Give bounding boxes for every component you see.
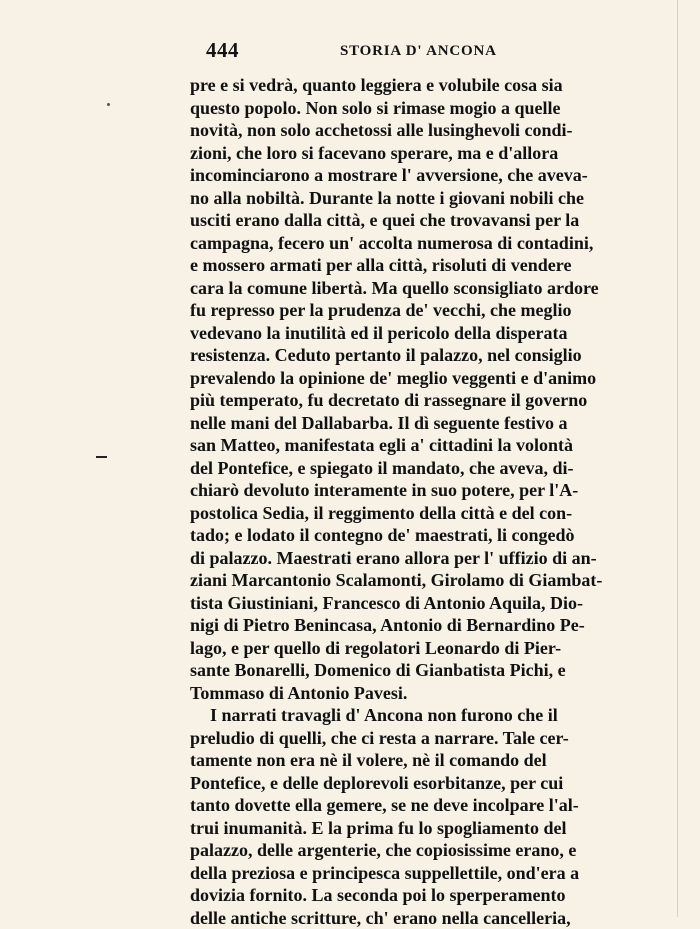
text-line: vedevano la inutilità ed il pericolo della disperata [190,322,658,345]
text-line: dovizia fornito. La seconda poi lo sperperamento [190,884,658,907]
text-line: preludio di quelli, che ci resta a narrare. Tale cer- [190,727,658,750]
text-line: usciti erano dalla città, e quei che trovavansi per la [190,209,658,232]
text-line: cara la comune libertà. Ma quello sconsigliato ardore [190,277,658,300]
text-line: delle antiche scritture, ch' erano nella cancelleria, [190,907,658,929]
page-edge-shadow [677,0,678,917]
text-line: Pontefice, e delle deplorevoli esorbitanze, per cui [190,772,658,795]
text-line: postolica Sedia, il reggimento della città e del con- [190,502,658,525]
text-line: san Matteo, manifestata egli a' cittadini la volontà [190,434,658,457]
page-header [190,38,658,66]
page-number: 444 [206,38,239,63]
page-body-text [190,74,658,929]
text-line: sante Bonarelli, Domenico di Gianbatista Pichi, e [190,659,658,682]
text-line: tanto dovette ella gemere, se ne deve incolpare l'al- [190,794,658,817]
text-line: Tommaso di Antonio Pavesi. [190,682,658,705]
text-line: ziani Marcantonio Scalamonti, Girolamo di Giambat- [190,569,658,592]
margin-dash-mark [96,456,107,458]
text-line: tado; e lodato il contegno de' maestrati, li congedò [190,524,658,547]
text-line: più temperato, fu decretato di rassegnare il governo [190,389,658,412]
text-line: della preziosa e principesca suppellettile, ond'era a [190,862,658,885]
text-line: del Pontefice, e spiegato il mandato, che aveva, di- [190,457,658,480]
text-line: tista Giustiniani, Francesco di Antonio Aquila, Dio- [190,592,658,615]
text-line: pre e si vedrà, quanto leggiera e volubile cosa sia [190,74,658,97]
text-line: novità, non solo acchetossi alle lusinghevoli condi- [190,119,658,142]
text-line: zioni, che loro si facevano sperare, ma e d'allora [190,142,658,165]
text-line: di palazzo. Maestrati erano allora per l' uffizio di an- [190,547,658,570]
text-line: tamente non era nè il volere, nè il comando del [190,749,658,772]
text-line: incominciarono a mostrare l' avversione, che aveva- [190,164,658,187]
paragraph-start-line: I narrati travagli d' Ancona non furono che il [190,704,658,727]
text-line: resistenza. Ceduto pertanto il palazzo, nel consiglio [190,344,658,367]
text-line: campagna, fecero un' accolta numerosa di contadini, [190,232,658,255]
text-line: fu represso per la prudenza de' vecchi, che meglio [190,299,658,322]
text-line: no alla nobiltà. Durante la notte i giovani nobili che [190,187,658,210]
text-line: prevalendo la opinione de' meglio veggenti e d'animo [190,367,658,390]
text-line: trui inumanità. E la prima fu lo spogliamento del [190,817,658,840]
text-line: nelle mani del Dallabarba. Il dì seguente festivo a [190,412,658,435]
text-line: lago, e per quello di regolatori Leonardo di Pier- [190,637,658,660]
text-line: nigi di Pietro Benincasa, Antonio di Bernardino Pe- [190,614,658,637]
text-line: palazzo, delle argenterie, che copiosissime erano, e [190,839,658,862]
margin-dot-mark [107,103,110,106]
text-line: chiarò devoluto interamente in suo potere, per l'A- [190,479,658,502]
text-line: questo popolo. Non solo si rimase mogio a quelle [190,97,658,120]
text-line: e mossero armati per alla città, risoluti di vendere [190,254,658,277]
running-head-title: STORIA D' ANCONA [340,43,497,60]
